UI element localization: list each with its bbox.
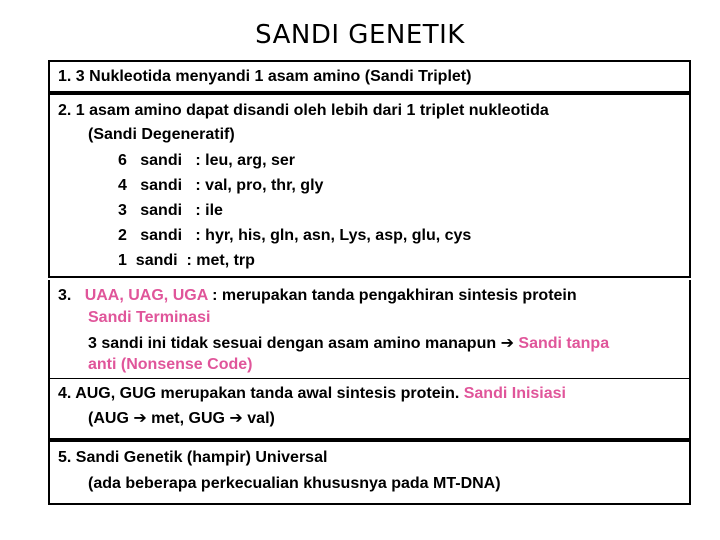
item-2-line-2: (Sandi Degeneratif) [88,126,235,143]
terminasi-label: Sandi Terminasi [88,309,211,326]
degenerate-row-6 [118,151,295,171]
item-5-line-1: 5. Sandi Genetik (hampir) Universal [58,449,328,466]
row-amino: : val, pro, thr, gly [195,177,324,194]
item-4-text: 4. AUG, GUG merupakan tanda awal sintesis protein. [58,385,464,402]
item-3-box [48,280,691,378]
item-1-text: 1. 3 Nukleotida menyandi 1 asam amino (Sandi Triplet) [58,68,472,85]
row-word: sandi [140,202,183,219]
degenerate-row-4 [118,176,323,196]
row-amino: : ile [195,202,223,219]
item-3-desc: : merupakan tanda pengakhiran sintesis protein [207,287,577,304]
degenerate-row-2 [118,226,471,246]
row-count: 6 [118,152,127,169]
item-4-line-2 [88,408,275,429]
row-word: sandi [140,177,183,194]
item-2-line-1: 2. 1 asam amino dapat disandi oleh lebih dari 1 triplet nukleotida [58,102,549,119]
nonsense-label: Sandi tanpa [513,335,610,352]
item-5-line-2: (ada beberapa perkecualian khususnya pada MT-DNA) [88,475,501,492]
row-count: 1 [118,252,127,269]
item-2-box [48,93,691,278]
item-4-box [48,378,691,440]
item-1-box [48,60,691,93]
row-count: 2 [118,227,127,244]
item-3-number: 3. [58,287,72,304]
item-3-note: 3 sandi ini tidak sesuai dengan asam amino manapun [88,335,501,352]
item-5-box [48,440,691,505]
item-3-line-3 [88,333,609,354]
page-title: SANDI GENETIK [255,20,465,50]
arrow-right-icon: ➔ [133,408,147,427]
gug-text: met, GUG [146,410,230,427]
item-4-line-1 [58,384,566,404]
row-amino: : hyr, his, gln, asn, Lys, asp, glu, cys [195,227,472,244]
nonsense-label-cont: anti (Nonsense Code) [88,356,253,373]
row-word: sandi [140,152,183,169]
row-count: 4 [118,177,127,194]
stop-codons: UAA, UAG, UGA [84,287,208,304]
degenerate-row-1 [118,251,255,271]
row-amino: : leu, arg, ser [195,152,295,169]
row-word: sandi [135,252,178,269]
val-text: val) [242,410,275,427]
item-3-line-1 [58,286,577,306]
row-word: sandi [140,227,183,244]
aug-text: (AUG [88,410,134,427]
row-amino: : met, trp [186,252,255,269]
inisiasi-label: Sandi Inisiasi [463,385,566,402]
degenerate-row-3 [118,201,223,221]
arrow-right-icon: ➔ [229,408,243,427]
arrow-right-icon: ➔ [500,333,514,352]
row-count: 3 [118,202,127,219]
